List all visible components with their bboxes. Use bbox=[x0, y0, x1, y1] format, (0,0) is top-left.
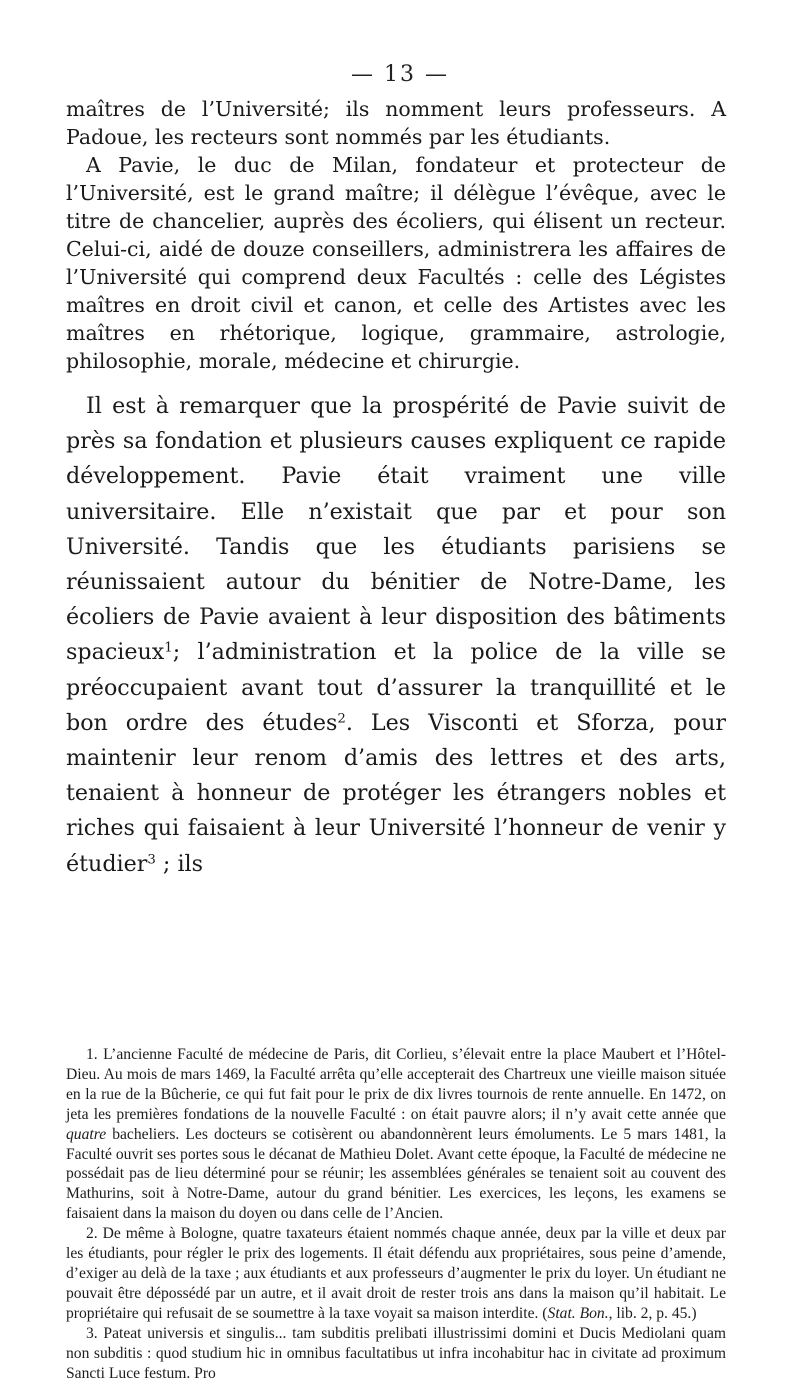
paragraph-1: maîtres de l’Université; ils nomment leurs professeurs. A Padoue, les recteurs sont nommés par les étudiants. bbox=[66, 97, 726, 149]
footnotes bbox=[66, 1045, 726, 1383]
footnote-1-text-b: bacheliers. Les docteurs se cotisèrent ou abandonnèrent leurs émoluments. Le 5 mars 1481, la Faculté ouvrit ses portes sous le décanat de Mathieu Dolet. Avant cette époque, la Faculté de médecine ne possédait pas de lieu déterminé pour se réunir; les assemblées générales se tenaient soit au couvent des Mathurins, soit à Notre-Dame, autour du grand bénitier. Les exercices, les leçons, les examens se faisaient dans la maison du doyen ou dans celle de l’Ancien. bbox=[66, 1125, 726, 1223]
footnote-2-text-b: , lib. 2, p. 45.) bbox=[608, 1304, 697, 1322]
footnote-ref-1: 1 bbox=[164, 641, 173, 657]
footnote-2-text-a: 2. De même à Bologne, quatre taxateurs étaient nommés chaque année, deux par la ville et deux par les étudiants, pour régler le prix des logements. Il était défendu aux propriétaires, sous peine d’amende, d’exiger au delà de la taxe ; aux étudiants et aux professeurs d’augmenter le prix du loyer. Un étudiant ne pouvait être dépossédé par un autre, et il avait droit de rester trois ans dans la maison qu’il habitait. Le propriétaire qui refusait de se soumettre à la taxe voyait sa maison interdite. ( bbox=[66, 1225, 726, 1322]
footnote-ref-2: 2 bbox=[337, 711, 346, 727]
paragraph-2: A Pavie, le duc de Milan, fondateur et protecteur de l’Université, est le grand maître; il délègue l’évêque, avec le titre de chancelier, auprès des écoliers, qui élisent un recteur. Celui-ci, aidé de douze conseillers, administrera les affaires de l’Université qui comprend deux Facultés : celle des Légistes maîtres en droit civil et canon, et celle des Artistes avec les maîtres en rhétorique, logique, grammaire, astrologie, philosophie, morale, médecine et chirurgie. bbox=[66, 153, 726, 373]
footnote-1 bbox=[66, 1045, 726, 1224]
footnote-2 bbox=[66, 1224, 726, 1324]
footnote-1-emphasis: quatre bbox=[66, 1125, 107, 1143]
paragraph-3-text-c: . Les Visconti et Sforza, pour maintenir leur renom d’amis des lettres et des arts, tenaient à honneur de protéger les étrangers nobles et riches qui faisaient à leur Université l’honneur de venir y étudier bbox=[66, 709, 726, 877]
paragraph-3-text-b: ; l’administration et la police de la ville se préoccupaient avant tout d’assurer la tranquillité et le bon ordre des études bbox=[66, 639, 726, 736]
paragraph-3-text-d: ; ils bbox=[155, 850, 204, 877]
footnote-3: 3. Pateat universis et singulis... tam subditis prelibati illustrissimi domini et Ducis Mediolani quam non subditis : quod studium hic in omnibus facultatibus ut infra incohabitur hac in civitate ad proximum Sancti Luce festum. Pro bbox=[66, 1324, 726, 1382]
paragraph-3 bbox=[66, 389, 726, 882]
paragraph-3-text-a: Il est à remarquer que la prospérité de Pavie suivit de près sa fondation et plusieurs causes expliquent ce rapide développement. Pavie était vraiment une ville universitaire. Elle n’existait que par et pour son Université. Tandis que les étudiants parisiens se réunissaient autour du bénitier de Notre-Dame, les écoliers de Pavie avaient à leur disposition des bâtiments spacieux bbox=[66, 393, 726, 666]
main-text bbox=[66, 95, 726, 882]
footnote-1-text-a: 1. L’ancienne Faculté de médecine de Paris, dit Corlieu, s’élevait entre la place Maubert et l’Hôtel-Dieu. Au mois de mars 1469, la Faculté arrêta qu’elle accepterait des Chartreux une vieille maison située en la rue de la Bûcherie, ce qui fut fait pour le prix de dix livres tournois de rente annuelle. En 1472, on jeta les premières fondations de la nouvelle Faculté : on était pauvre alors; il n’y avait cette année que bbox=[66, 1046, 726, 1123]
footnote-2-citation: Stat. Bon. bbox=[547, 1304, 609, 1322]
page-number: — 13 — bbox=[351, 62, 449, 87]
footnote-ref-3: 3 bbox=[147, 852, 156, 868]
